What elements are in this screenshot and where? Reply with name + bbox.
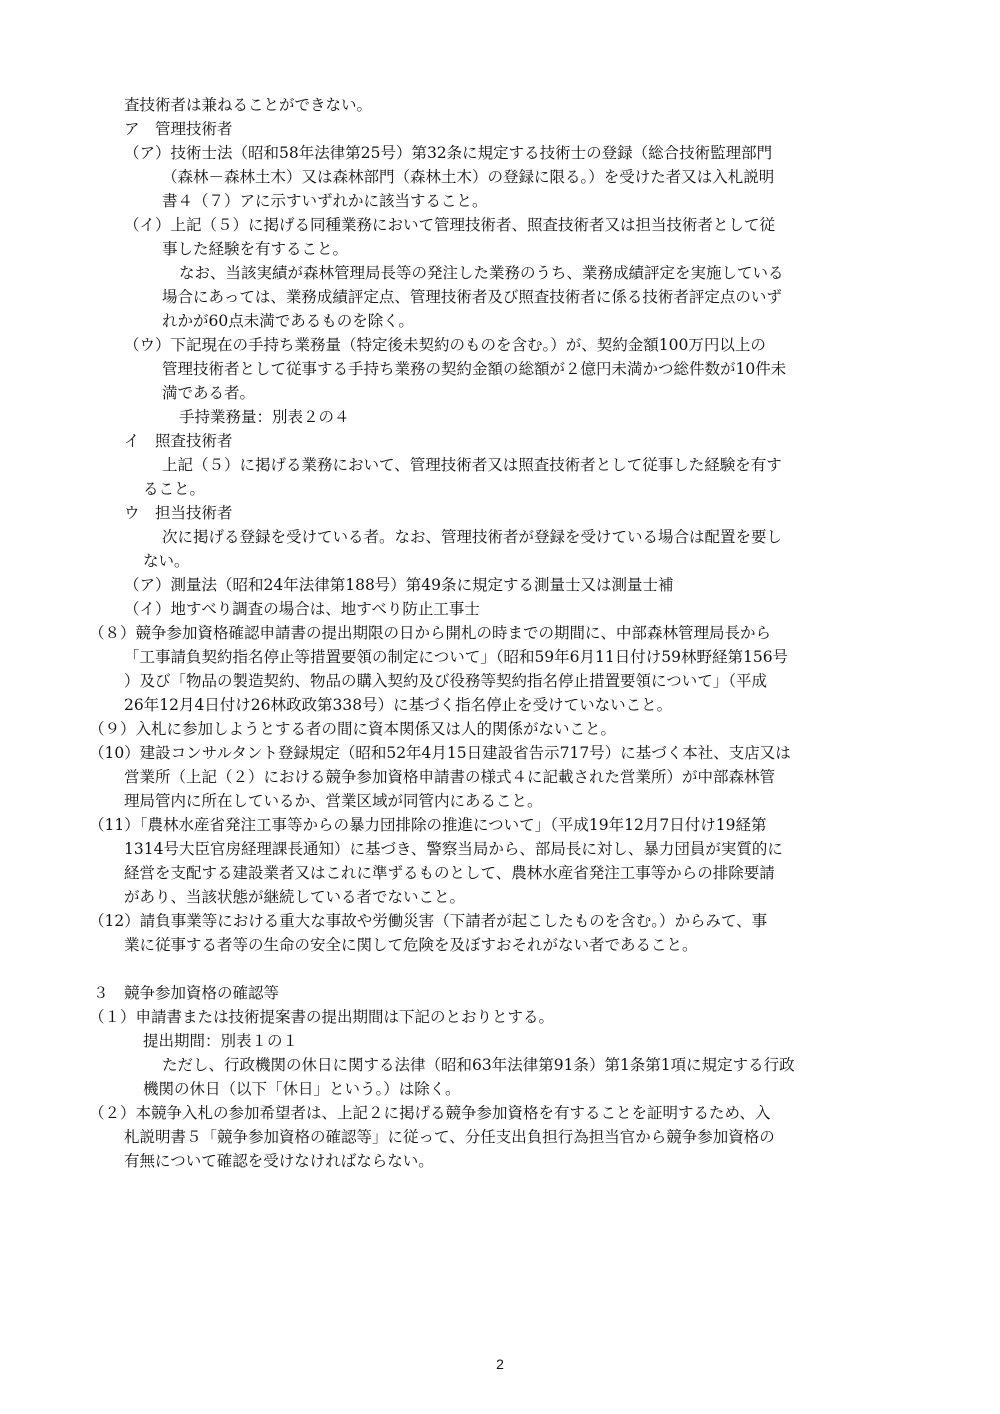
text-line: れかが60点未満であるものを除く。: [162, 312, 414, 330]
text-line: 有無について確認を受けなければならない。: [124, 1152, 434, 1170]
text-line: ）及び「物品の製造契約、物品の購入契約及び役務等契約指名停止措置要領について」（平成: [124, 672, 767, 690]
section-heading-3: ３ 競争参加資格の確認等: [93, 984, 280, 1002]
text-line: 「工事請負契約指名停止等措置要領の制定について」（昭和59年6月11日付け59林野経第156号: [124, 648, 789, 666]
text-line: （イ）地すべり調査の場合は、地すべり防止工事士: [124, 600, 480, 618]
text-line: ただし、行政機関の休日に関する法律（昭和63年法律第91条）第1条第1項に規定する行政: [162, 1056, 795, 1074]
text-line: 上記（５）に掲げる業務において、管理技術者又は照査技術者として従事した経験を有す: [162, 456, 782, 474]
text-line: 査技術者は兼ねることができない。: [124, 96, 373, 114]
text-line: 26年12月4日付け26林政政第338号）に基づく指名停止を受けていないこと。: [124, 696, 673, 714]
text-line: （イ）上記（５）に掲げる同種業務において管理技術者、照査技術者又は担当技術者として従: [124, 216, 776, 234]
text-line: （ア）技術士法（昭和58年法律第25号）第32条に規定する技術士の登録（総合技術監理部門: [124, 144, 773, 162]
item-9: （９）入札に参加しようとする者の間に資本関係又は人的関係がないこと。: [89, 720, 617, 738]
subheading-shosa: イ 照査技術者: [124, 432, 233, 450]
text-line: 札説明書５「競争参加資格の確認等」に従って、分任支出負担行為担当官から競争参加資格の: [124, 1128, 775, 1146]
text-line: 次に掲げる登録を受けている者。なお、管理技術者が登録を受けている場合は配置を要し: [162, 528, 783, 546]
text-line: 機関の休日（以下「休日」という。）は除く。: [143, 1080, 461, 1098]
text-line: 経営を支配する建設業者又はこれに準ずるものとして、農林水産省発注工事等からの排除要請: [124, 864, 775, 882]
text-line: 業に従事する者等の生命の安全に関して危険を及ぼすおそれがない者であること。: [124, 936, 698, 954]
text-line: 1314号大臣官房経理課長通知）に基づき、警察当局から、部局長に対し、暴力団員が実質的に: [124, 840, 783, 858]
text-line: ること。: [143, 480, 206, 498]
text-line: （ア）測量法（昭和24年法律第188号）第49条に規定する測量士又は測量士補: [124, 576, 674, 594]
subheading-kanri: ア 管理技術者: [124, 120, 233, 138]
text-line: 理局管内に所在しているか、営業区域が同管内にあること。: [124, 792, 543, 810]
item-10: （10）建設コンサルタント登録規定（昭和52年4月15日建設省告示717号）に基づく本社、支店又は: [89, 744, 791, 762]
text-line: があり、当該状態が継続している者でないこと。: [124, 888, 466, 906]
text-line: （森林－森林土木）又は森林部門（森林土木）の登録に限る。）を受けた者又は入札説明: [162, 168, 775, 186]
text-line: 管理技術者として従事する手持ち業務の契約金額の総額が２億円未満かつ総件数が10件未: [162, 360, 787, 378]
page-number: 2: [496, 1356, 504, 1372]
text-line: 提出期間：別表１の１: [143, 1032, 299, 1050]
item-3-1: （１）申請書または技術提案書の提出期間は下記のとおりとする。: [89, 1008, 555, 1026]
text-line: 営業所（上記（２）における競争参加資格申請書の様式４に記載された営業所）が中部森林管: [124, 768, 776, 786]
text-line: なお、当該実績が森林管理局長等の発注した業務のうち、業務成績評定を実施している: [179, 264, 784, 282]
subheading-tanto: ウ 担当技術者: [124, 504, 233, 522]
text-line: 事した経験を有すること。: [162, 240, 349, 258]
text-line: 満である者。: [162, 384, 256, 402]
item-11: （11）「農林水産省発注工事等からの暴力団排除の推進について」（平成19年12月7日付け19経第: [89, 816, 767, 834]
text-line: 手持業務量：別表２の４: [179, 408, 350, 426]
item-8: （８）競争参加資格確認申請書の提出期限の日から開札の時までの期間に、中部森林管理局長から: [89, 624, 772, 642]
text-line: 場合にあっては、業務成績評定点、管理技術者及び照査技術者に係る技術者評定点のいず: [162, 288, 782, 306]
text-line: 書４（７）アに示すいずれかに該当すること。: [162, 192, 488, 210]
item-3-2: （２）本競争入札の参加希望者は、上記２に掲げる競争参加資格を有することを証明するため、入: [89, 1104, 771, 1122]
text-line: （ウ）下記現在の手持ち業務量（特定後未契約のものを含む。）が、契約金額100万円以上の: [124, 336, 766, 354]
item-12: （12）請負事業等における重大な事故や労働災害（下請者が起こしたものを含む。）からみて、事: [89, 912, 768, 930]
text-line: ない。: [143, 552, 190, 570]
